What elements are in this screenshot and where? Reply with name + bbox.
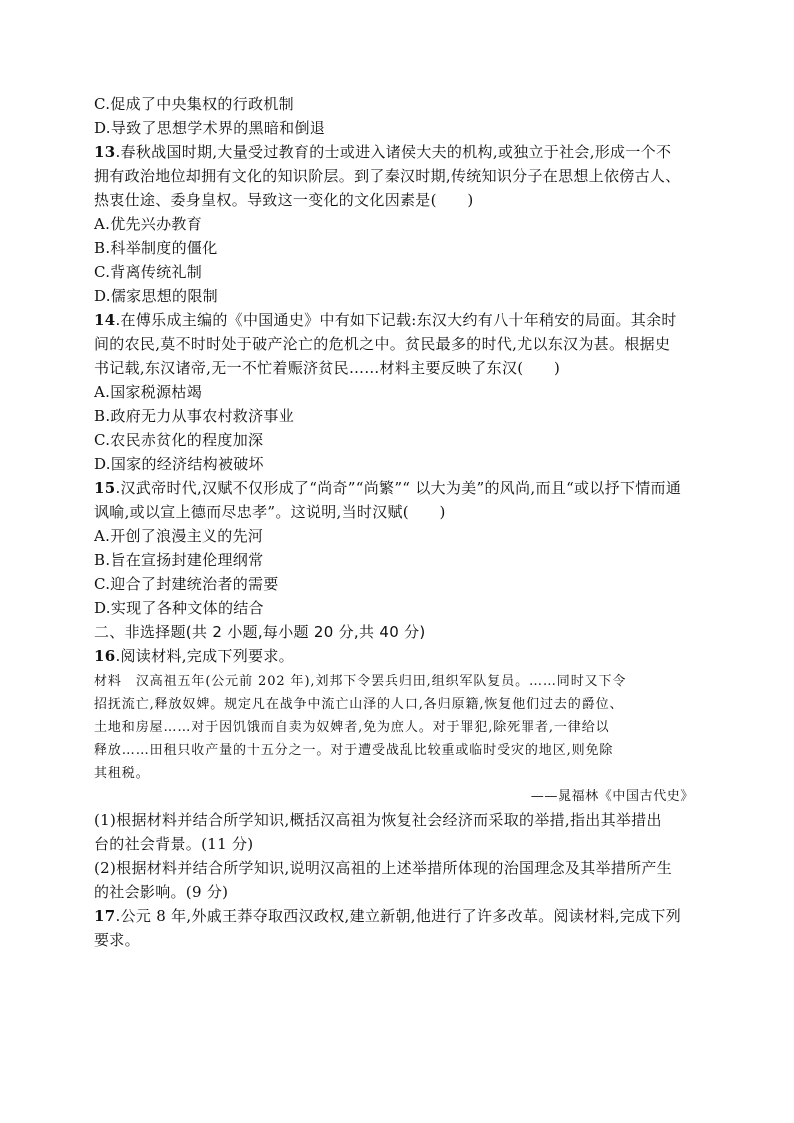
- q13-option-a: A.优先兴办教育: [94, 215, 203, 233]
- q14-number: 14: [94, 311, 116, 329]
- q16-material-line-3: 土地和房屋……对于因饥饿而自卖为奴婢者,免为庶人。对于罪犯,除死罪者,一律给以: [94, 720, 610, 735]
- q13-stem-line-3: 热衷仕途、委身皇权。导致这一变化的文化因素是( ): [94, 191, 474, 209]
- q13-stem-text-1: .春秋战国时期,大量受过教育的士或进入诸侯大夫的机构,或独立于社会,形成一个不: [115, 143, 672, 161]
- q16-prompt: [94, 644, 714, 668]
- q14-option-c: C.农民赤贫化的程度加深: [94, 431, 264, 449]
- q14-stem-line-3: 书记载,东汉诸帝,无一不忙着赈济贫民……材料主要反映了东汉( ): [94, 359, 561, 377]
- q14-option-d: D.国家的经济结构被破坏: [94, 455, 264, 473]
- q16-number: 16: [94, 647, 116, 665]
- material-label: 材料: [94, 674, 122, 689]
- q16-material: [94, 670, 714, 808]
- q14-option-a: A.国家税源枯竭: [94, 383, 203, 401]
- q14-stem-line-2: 间的农民,莫不时时处于破产沦亡的危机之中。贫民最多的时代,尤以东汉为甚。根据史: [94, 335, 671, 353]
- q15-option-b: B.旨在宣扬封建伦理纲常: [94, 551, 264, 569]
- q17-stem-line-2: 要求。: [94, 931, 140, 949]
- q16-sub1-line-2: 台的社会背景。(11 分): [94, 835, 254, 853]
- q14-stem-text-1: .在傅乐成主编的《中国通史》中有如下记载:东汉大约有八十年稍安的局面。其余时: [115, 311, 677, 329]
- q16-material-line-1: [94, 670, 714, 693]
- q15-option-d: D.实现了各种文体的结合: [94, 599, 264, 617]
- q13-stem-line-1: [94, 140, 714, 164]
- q15-stem-line-1: [94, 476, 714, 500]
- q16-material-text-1: 汉高祖五年(公元前 202 年),刘邦下令罢兵归田,组织军队复员。……同时又下令: [135, 674, 627, 689]
- q15-stem-line-2: 讽喻,或以宣上德而尽忠孝”。这说明,当时汉赋( ): [94, 503, 446, 521]
- q14-option-b: B.政府无力从事农村救济事业: [94, 407, 294, 425]
- q12-option-c: C.促成了中央集权的行政机制: [94, 95, 294, 113]
- q17-stem-line-1: [94, 904, 714, 928]
- q16-material-line-4: 释放……田租只收产量的十五分之一。对于遭受战乱比较重或临时受灾的地区,则免除: [94, 743, 614, 758]
- q12-option-d: D.导致了思想学术界的黑暗和倒退: [94, 119, 326, 137]
- section-2-heading: 二、非选择题(共 2 小题,每小题 20 分,共 40 分): [94, 623, 426, 641]
- q16-material-line-2: 招抚流亡,释放奴婢。规定凡在战争中流亡山泽的人口,各归原籍,恢复他们过去的爵位、: [94, 697, 624, 712]
- q13-number: 13: [94, 143, 116, 161]
- q15-number: 15: [94, 479, 116, 497]
- q15-option-c: C.迎合了封建统治者的需要: [94, 575, 279, 593]
- q13-stem-line-2: 拥有政治地位却拥有文化的知识阶层。到了秦汉时期,传统知识分子在思想上依傍古人、: [94, 167, 681, 185]
- q16-prompt-text: .阅读材料,完成下列要求。: [115, 647, 294, 665]
- q14-stem-line-1: [94, 308, 714, 332]
- exam-content: [94, 92, 714, 952]
- q16-material-line-5: 其租税。: [94, 766, 150, 781]
- q17-number: 17: [94, 907, 116, 925]
- q13-option-b: B.科举制度的僵化: [94, 239, 218, 257]
- q16-sub2-line-2: 的社会影响。(9 分): [94, 883, 229, 901]
- q16-material-source: ——晁福林《中国古代史》: [530, 789, 694, 804]
- q13-option-d: D.儒家思想的限制: [94, 287, 218, 305]
- q13-option-c: C.背离传统礼制: [94, 263, 203, 281]
- q16-sub2-line-1: (2)根据材料并结合所学知识,说明汉高祖的上述举措所体现的治国理念及其举措所产生: [94, 859, 673, 877]
- q17-stem-text-1: .公元 8 年,外戚王莽夺取西汉政权,建立新朝,他进行了许多改革。阅读材料,完成下列: [115, 907, 682, 925]
- q16-sub1-line-1: (1)根据材料并结合所学知识,概括汉高祖为恢复社会经济而采取的举措,指出其举措出: [94, 811, 662, 829]
- q15-stem-text-1: .汉武帝时代,汉赋不仅形成了“尚奇”“尚繁”“ 以大为美”的风尚,而且“或以抒下情而通: [115, 479, 682, 497]
- q15-option-a: A.开创了浪漫主义的先河: [94, 527, 264, 545]
